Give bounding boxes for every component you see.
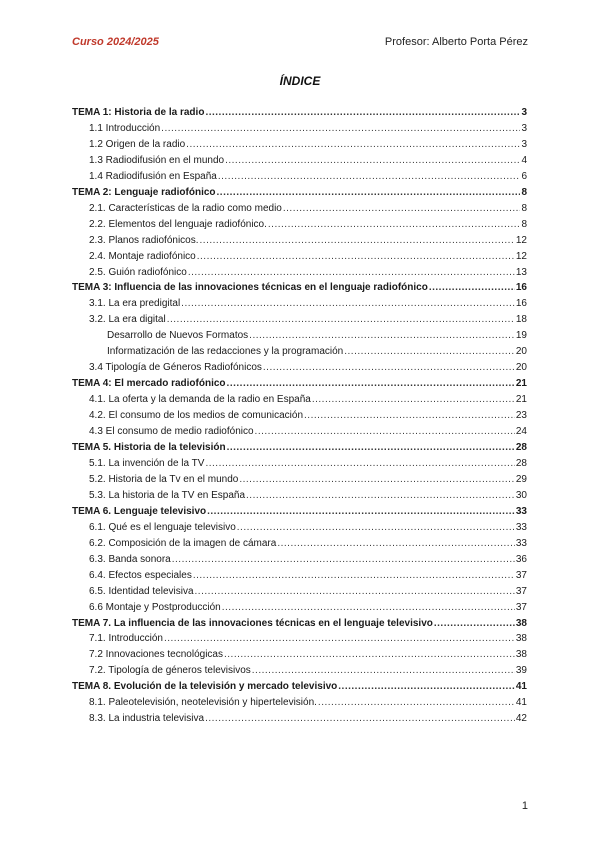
toc-entry-title: 2.3. Planos radiofónicos.: [89, 234, 199, 246]
toc-entry-title: TEMA 3: Influencia de las innovaciones técnicas en el lenguaje radiofónico: [72, 282, 428, 294]
toc-leader-dots: [263, 362, 515, 373]
toc-section-entry[interactable]: [72, 554, 527, 570]
toc-section-entry[interactable]: [72, 203, 527, 219]
toc-section-entry[interactable]: [72, 155, 527, 171]
toc-entry-title: 8.1. Paleotelevisión, neotelevisión y hipertelevisión.: [89, 697, 317, 709]
toc-leader-dots: [181, 298, 515, 309]
toc-leader-dots: [283, 203, 521, 214]
table-of-contents: [72, 107, 527, 729]
toc-leader-dots: [217, 187, 521, 198]
toc-entry-title: 2.2. Elementos del lenguaje radiofónico.: [89, 218, 267, 230]
toc-leader-dots: [167, 314, 515, 325]
toc-entry-page: 38: [515, 633, 527, 645]
toc-entry-title: 4.2. El consumo de los medios de comunicación: [89, 410, 304, 422]
toc-entry-title: 4.1. La oferta y la demanda de la radio en España: [89, 394, 311, 406]
toc-entry-title: 5.3. La historia de la TV en España: [89, 489, 246, 501]
toc-entry-title: TEMA 5. Historia de la televisión: [72, 442, 226, 454]
toc-entry-title: 3.1. La era predigital: [89, 298, 181, 310]
toc-leader-dots: [268, 219, 521, 230]
toc-leader-dots: [164, 633, 515, 644]
toc-section-entry[interactable]: [72, 538, 527, 554]
toc-entry-title: 7.1. Introducción: [89, 633, 163, 645]
toc-entry-page: 37: [515, 569, 527, 581]
toc-section-entry[interactable]: [72, 267, 527, 283]
toc-section-entry[interactable]: [72, 346, 527, 362]
toc-chapter-entry[interactable]: [72, 107, 527, 123]
toc-entry-title: 8.3. La industria televisiva: [89, 713, 205, 725]
toc-leader-dots: [218, 171, 521, 182]
toc-leader-dots: [429, 282, 515, 293]
toc-section-entry[interactable]: [72, 490, 527, 506]
toc-section-entry[interactable]: [72, 474, 527, 490]
toc-entry-title: TEMA 2: Lenguaje radiofónico: [72, 186, 216, 198]
toc-leader-dots: [237, 522, 515, 533]
toc-entry-title: 2.5. Guión radiofónico: [89, 266, 187, 278]
toc-section-entry[interactable]: [72, 171, 527, 187]
toc-entry-page: 19: [515, 330, 527, 342]
toc-leader-dots: [277, 538, 515, 549]
toc-entry-title: TEMA 6. Lenguaje televisivo: [72, 505, 207, 517]
toc-chapter-entry[interactable]: [72, 378, 527, 394]
toc-entry-title: TEMA 1: Historia de la radio: [72, 107, 205, 118]
toc-section-entry[interactable]: [72, 298, 527, 314]
toc-entry-page: 16: [515, 282, 527, 294]
toc-entry-title: 6.6 Montaje y Postproducción: [89, 601, 221, 613]
toc-section-entry[interactable]: [72, 251, 527, 267]
toc-entry-title: Informatización de las redacciones y la programación: [107, 346, 344, 358]
toc-section-entry[interactable]: [72, 314, 527, 330]
toc-leader-dots: [205, 713, 515, 724]
toc-leader-dots: [255, 426, 515, 437]
toc-section-entry[interactable]: [72, 123, 527, 139]
toc-entry-title: 1.2 Origen de la radio: [89, 138, 186, 150]
toc-leader-dots: [200, 235, 515, 246]
toc-section-entry[interactable]: [72, 458, 527, 474]
toc-entry-page: 12: [515, 234, 527, 246]
toc-section-entry[interactable]: [72, 713, 527, 729]
toc-leader-dots: [239, 474, 515, 485]
toc-leader-dots: [225, 155, 520, 166]
toc-entry-title: 6.2. Composición de la imagen de cámara: [89, 537, 277, 549]
toc-entry-title: TEMA 8. Evolución de la televisión y mercado televisivo: [72, 681, 338, 693]
toc-section-entry[interactable]: [72, 633, 527, 649]
toc-leader-dots: [224, 649, 515, 660]
toc-entry-title: 3.2. La era digital: [89, 314, 166, 326]
toc-entry-title: TEMA 7. La influencia de las innovaciones técnicas en el lenguaje televisivo: [72, 617, 433, 629]
page-number: 1: [521, 800, 528, 812]
toc-entry-page: 18: [515, 314, 527, 326]
toc-leader-dots: [205, 107, 520, 118]
toc-leader-dots: [207, 506, 515, 517]
toc-entry-page: 12: [515, 250, 527, 262]
toc-entry-page: 30: [515, 489, 527, 501]
toc-section-entry[interactable]: [72, 665, 527, 681]
toc-entry-page: 33: [515, 537, 527, 549]
toc-leader-dots: [222, 602, 515, 613]
toc-leader-dots: [205, 458, 514, 469]
toc-entry-title: 6.3. Banda sonora: [89, 553, 171, 565]
toc-chapter-entry[interactable]: [72, 187, 527, 203]
toc-section-entry[interactable]: [72, 570, 527, 586]
toc-entry-page: 13: [515, 266, 527, 278]
toc-entry-page: 21: [515, 378, 527, 390]
toc-section-entry[interactable]: [72, 139, 527, 155]
toc-entry-page: 41: [515, 681, 527, 693]
toc-leader-dots: [227, 378, 515, 389]
toc-section-entry[interactable]: [72, 362, 527, 378]
toc-leader-dots: [188, 267, 515, 278]
toc-entry-page: 8: [521, 202, 527, 214]
toc-entry-page: 23: [515, 410, 527, 422]
toc-entry-title: 7.2 Innovaciones tecnológicas: [89, 649, 223, 661]
toc-entry-page: 3: [521, 107, 527, 118]
toc-entry-page: 28: [515, 457, 527, 469]
toc-entry-title: 7.2. Tipología de géneros televisivos: [89, 665, 251, 677]
toc-entry-page: 37: [515, 601, 527, 613]
toc-section-entry[interactable]: [72, 426, 527, 442]
toc-entry-page: 38: [515, 649, 527, 661]
toc-entry-page: 16: [515, 298, 527, 310]
toc-entry-title: 2.1. Características de la radio como medio: [89, 202, 282, 214]
toc-entry-page: 28: [515, 442, 527, 454]
professor-label: Profesor: Alberto Porta Pérez: [384, 36, 528, 48]
toc-entry-page: 21: [515, 394, 527, 406]
toc-section-entry[interactable]: [72, 602, 527, 618]
toc-entry-page: 36: [515, 553, 527, 565]
toc-entry-page: 38: [515, 617, 527, 629]
toc-entry-page: 33: [515, 521, 527, 533]
page-title: ÍNDICE: [279, 74, 321, 88]
toc-chapter-entry[interactable]: [72, 681, 527, 697]
toc-entry-page: 20: [515, 362, 527, 374]
toc-chapter-entry[interactable]: [72, 282, 527, 298]
toc-entry-page: 24: [515, 426, 527, 438]
toc-entry-page: 8: [521, 186, 527, 198]
toc-entry-title: 6.4. Efectos especiales: [89, 569, 192, 581]
toc-leader-dots: [318, 697, 515, 708]
toc-entry-title: 6.1. Qué es el lenguaje televisivo: [89, 521, 236, 533]
toc-entry-page: 41: [515, 697, 527, 709]
toc-leader-dots: [161, 123, 520, 134]
toc-leader-dots: [227, 442, 515, 453]
toc-entry-page: 3: [521, 122, 527, 134]
toc-leader-dots: [246, 490, 515, 501]
toc-section-entry[interactable]: [72, 219, 527, 235]
toc-entry-title: 1.4 Radiodifusión en España: [89, 170, 217, 182]
toc-entry-title: Desarrollo de Nuevos Formatos: [107, 330, 249, 342]
toc-chapter-entry[interactable]: [72, 442, 527, 458]
toc-entry-page: 33: [515, 505, 527, 517]
toc-leader-dots: [312, 394, 515, 405]
toc-entry-page: 39: [515, 665, 527, 677]
toc-entry-page: 29: [515, 473, 527, 485]
toc-section-entry[interactable]: [72, 394, 527, 410]
toc-entry-page: 6: [521, 170, 527, 182]
toc-entry-title: 1.1 Introducción: [89, 122, 161, 134]
toc-entry-title: 6.5. Identidad televisiva: [89, 585, 194, 597]
toc-section-entry[interactable]: [72, 697, 527, 713]
course-label: Curso 2024/2025: [72, 36, 159, 48]
toc-section-entry[interactable]: [72, 330, 527, 346]
toc-leader-dots: [186, 139, 520, 150]
toc-section-entry[interactable]: [72, 522, 527, 538]
toc-entry-title: 4.3 El consumo de medio radiofónico: [89, 426, 254, 438]
toc-leader-dots: [195, 586, 515, 597]
toc-leader-dots: [249, 330, 515, 341]
toc-section-entry[interactable]: [72, 235, 527, 251]
toc-leader-dots: [304, 410, 515, 421]
toc-entry-title: 1.3 Radiodifusión en el mundo: [89, 154, 225, 166]
toc-entry-title: 3.4 Tipología de Géneros Radiofónicos: [89, 362, 262, 374]
toc-leader-dots: [172, 554, 515, 565]
toc-entry-page: 37: [515, 585, 527, 597]
toc-entry-title: 5.1. La invención de la TV: [89, 457, 205, 469]
toc-leader-dots: [344, 346, 515, 357]
toc-leader-dots: [197, 251, 515, 262]
toc-entry-page: 4: [521, 154, 527, 166]
toc-section-entry[interactable]: [72, 586, 527, 602]
toc-entry-page: 3: [521, 138, 527, 150]
toc-entry-page: 42: [515, 713, 527, 725]
toc-section-entry[interactable]: [72, 649, 527, 665]
toc-leader-dots: [434, 618, 515, 629]
toc-entry-page: 8: [521, 218, 527, 230]
toc-entry-title: TEMA 4: El mercado radiofónico: [72, 378, 226, 390]
toc-entry-title: 2.4. Montaje radiofónico: [89, 250, 196, 262]
toc-entry-title: 5.2. Historia de la Tv en el mundo: [89, 473, 239, 485]
toc-chapter-entry[interactable]: [72, 506, 527, 522]
toc-leader-dots: [252, 665, 515, 676]
toc-leader-dots: [193, 570, 515, 581]
toc-leader-dots: [338, 681, 515, 692]
toc-chapter-entry[interactable]: [72, 618, 527, 634]
toc-section-entry[interactable]: [72, 410, 527, 426]
toc-entry-page: 20: [515, 346, 527, 358]
